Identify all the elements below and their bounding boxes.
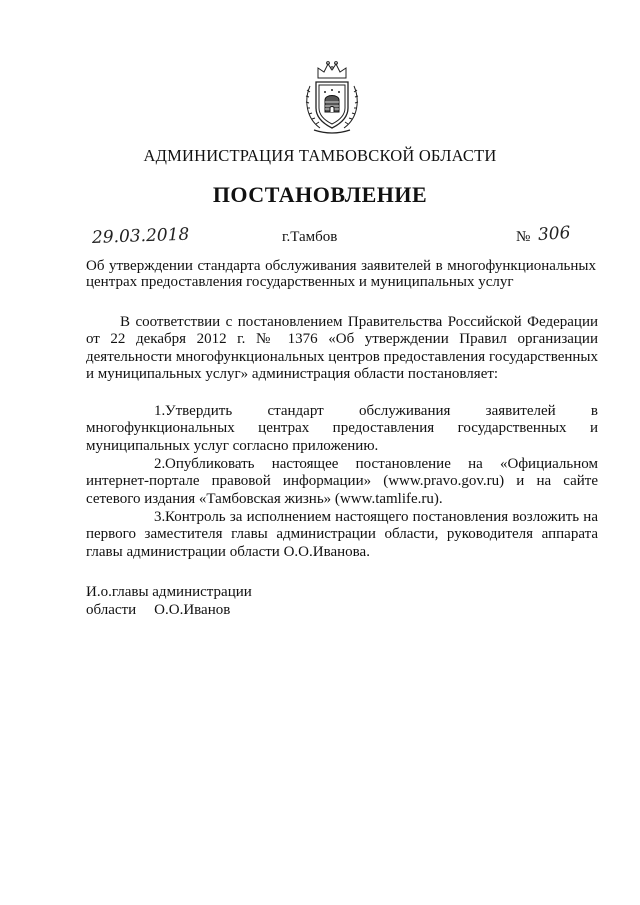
list-item-text: Опубликовать настоящее постановление на «Официальном интернет-портале правовой информации» (www.pravo.gov.ru) и на сайте сетевого издания «Тамбовская жизнь» (www.tamlife.ru).	[86, 456, 598, 507]
list-item-text: Контроль за исполнением настоящего постановления возложить на первого заместителя главы администрации области, руководителя аппарата главы администрации области О.О.Иванова.	[86, 509, 598, 560]
list-item-number: 1.	[154, 403, 166, 419]
signer-name: О.О.Иванов	[154, 601, 231, 618]
signature-block	[86, 584, 252, 619]
document-date: 29.03.2018	[91, 224, 190, 248]
coat-of-arms-icon	[300, 56, 364, 136]
organization-name: АДМИНИСТРАЦИЯ ТАМБОВСКОЙ ОБЛАСТИ	[143, 146, 497, 165]
signer-position-cont: области	[86, 601, 137, 618]
document-number-label: №	[516, 229, 531, 245]
list-item-text: Утвердить стандарт обслуживания заявителей в многофункциональных центрах предоставления государственных и муниципальных услуг согласно приложению.	[86, 403, 598, 454]
document-city: г.Тамбов	[282, 229, 338, 245]
document-number: 306	[537, 222, 572, 246]
list-item	[86, 456, 598, 508]
list-item	[86, 403, 598, 455]
list-item-number: 2.	[154, 456, 166, 472]
document-subject: Об утверждении стандарта обслуживания заявителей в многофункциональных центрах предоставления государственных и муниципальных услуг	[86, 258, 596, 290]
signer-position: И.о.главы администрации	[86, 584, 252, 600]
preamble-paragraph: В соответствии с постановлением Правительства Российской Федерации от 22 декабря 2012 г. № 1376 «Об утверждении Правил организации деятельности многофункциональных центров предоставления государственных и муниципальных услуг» администрация области постановляет:	[86, 314, 598, 382]
list-item	[86, 509, 598, 561]
list-item-number: 3.	[154, 509, 166, 525]
document-type-title: ПОСТАНОВЛЕНИЕ	[212, 182, 428, 207]
